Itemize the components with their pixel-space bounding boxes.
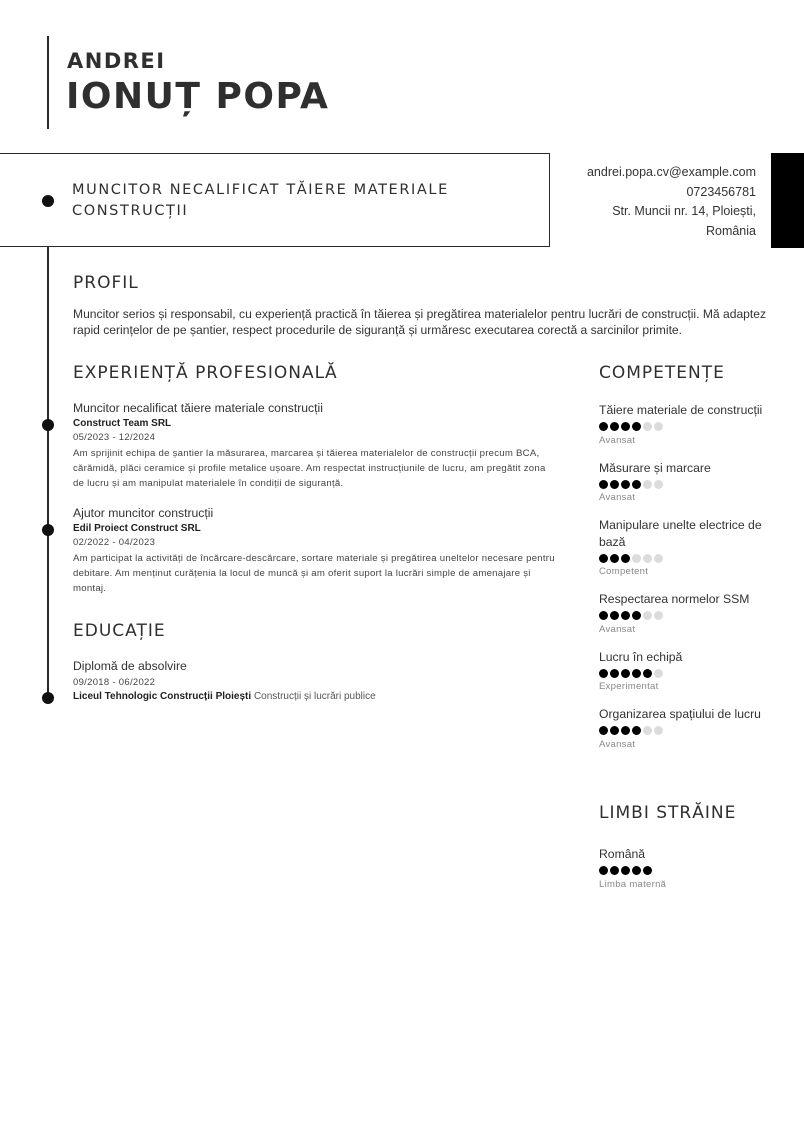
rating-dot-empty: [654, 554, 663, 563]
job-dates: 05/2023 - 12/2024: [73, 432, 156, 443]
timeline-dot-title: [42, 195, 54, 207]
rating-dot-empty: [632, 554, 641, 563]
rating-dot-filled: [621, 480, 630, 489]
skill-name: Respectarea normelor SSM: [599, 592, 750, 606]
rating-dot-filled: [621, 669, 630, 678]
rating-dot-empty: [643, 726, 652, 735]
skill-rating: [599, 477, 779, 491]
job-company: Construct Team SRL: [73, 418, 172, 429]
rating-dot-filled: [643, 866, 652, 875]
timeline-line: [47, 247, 49, 699]
contact-email[interactable]: andrei.popa.cv@example.com: [586, 165, 756, 179]
rating-dot-filled: [632, 866, 641, 875]
languages-list: [599, 846, 779, 904]
rating-dot-empty: [643, 611, 652, 620]
skill-item: [599, 591, 779, 637]
experience-item: [73, 505, 558, 596]
education-dates: 09/2018 - 06/2022: [73, 677, 156, 688]
skill-level: Competent: [599, 566, 649, 577]
language-rating: [599, 864, 779, 878]
job-title: MUNCITOR NECALIFICAT TĂIERE MATERIALE CONSTRUCȚII: [72, 182, 449, 219]
skill-level: Avansat: [599, 434, 636, 446]
education-heading: EDUCAȚIE: [73, 621, 166, 641]
rating-dot-filled: [621, 866, 630, 875]
rating-dot-filled: [632, 480, 641, 489]
last-name: IONUȚ POPA: [66, 76, 330, 117]
rating-dot-filled: [621, 422, 630, 431]
rating-dot-filled: [632, 669, 641, 678]
education-degree: Diplomă de absolvire: [73, 659, 187, 673]
language-level: Limba maternă: [599, 878, 667, 890]
language-name: Română: [599, 847, 646, 861]
skill-level: Avansat: [599, 492, 636, 503]
profile-text: Muncitor serios și responsabil, cu experiență practică în tăierea și pregătirea materialelor pentru lucrări de construcții. Mă adaptez rapid cerințelor de pe șantier, respect procedurile de siguranță și urmăresc executarea corectă a sarcinilor primite.: [73, 307, 767, 337]
skill-item: [599, 402, 779, 448]
skill-level: Experimentat: [599, 681, 659, 692]
rating-dot-filled: [632, 726, 641, 735]
rating-dot-empty: [654, 669, 663, 678]
rating-dot-filled: [610, 480, 619, 489]
rating-dot-filled: [599, 554, 608, 563]
job-dates: 02/2022 - 04/2023: [73, 537, 156, 548]
skill-rating: [599, 551, 779, 565]
rating-dot-filled: [621, 726, 630, 735]
rating-dot-empty: [643, 422, 652, 431]
rating-dot-filled: [599, 669, 608, 678]
rating-dot-filled: [610, 726, 619, 735]
rating-dot-filled: [599, 611, 608, 620]
job-company: Edil Proiect Construct SRL: [73, 523, 201, 534]
rating-dot-filled: [643, 669, 652, 678]
job-role: Ajutor muncitor construcții: [73, 506, 214, 520]
rating-dot-filled: [610, 422, 619, 431]
skill-level: Avansat: [599, 623, 636, 635]
rating-dot-filled: [599, 422, 608, 431]
contact-phone[interactable]: 0723456781: [686, 184, 756, 199]
rating-dot-filled: [610, 611, 619, 620]
rating-dot-filled: [632, 422, 641, 431]
skill-rating: [599, 420, 779, 434]
experience-heading: EXPERIENȚĂ PROFESIONALĂ: [73, 363, 338, 383]
skill-rating: [599, 724, 779, 738]
job-description: Am sprijinit echipa de șantier la măsurarea, marcarea și tăierea materialelor de construcții precum BCA, cărămidă, plăci ceramice și profile metalice ușoare. Am respectat instrucțiunile de lucru, am pregătit zona de lucru și am manipulat materialele în condiții de siguranță.: [73, 448, 546, 489]
rating-dot-empty: [654, 422, 663, 431]
rating-dot-empty: [654, 611, 663, 620]
skill-name: Măsurare și marcare: [599, 460, 711, 475]
contact-address-line1: Str. Muncii nr. 14, Ploiești,: [612, 204, 756, 218]
contact-address-line2: România: [705, 223, 756, 238]
language-item: [599, 846, 779, 892]
timeline-dot-job-2: [42, 524, 54, 536]
rating-dot-filled: [610, 866, 619, 875]
skills-list: [599, 402, 779, 764]
timeline-dot-job-1: [42, 419, 54, 431]
skills-heading: COMPETENȚE: [599, 363, 725, 383]
name-accent-bar: [47, 36, 49, 129]
rating-dot-empty: [643, 480, 652, 489]
skill-item: [599, 517, 779, 579]
contact-info: [587, 163, 756, 241]
experience-item: [73, 400, 558, 491]
rating-dot-filled: [599, 866, 608, 875]
skill-item: [599, 706, 779, 752]
job-role: Muncitor necalificat tăiere materiale construcții: [73, 401, 323, 415]
rating-dot-filled: [632, 611, 641, 620]
rating-dot-empty: [654, 480, 663, 489]
skill-name: Organizarea spațiului de lucru: [599, 707, 761, 721]
skill-item: [599, 460, 779, 506]
education-field: Construcții și lucrări publice: [253, 691, 376, 702]
skill-rating: [599, 666, 779, 680]
rating-dot-empty: [654, 726, 663, 735]
first-name: ANDREI: [67, 49, 166, 73]
rating-dot-filled: [621, 611, 630, 620]
skill-name: Manipulare unelte electrice de bază: [599, 518, 762, 549]
skill-level: Avansat: [599, 738, 636, 750]
skill-name: Tăiere materiale de construcții: [599, 403, 763, 417]
rating-dot-filled: [621, 554, 630, 563]
education-school: Liceul Tehnologic Construcții Ploiești: [73, 691, 252, 702]
profile-heading: PROFIL: [73, 273, 139, 293]
rating-dot-empty: [643, 554, 652, 563]
languages-heading: LIMBI STRĂINE: [599, 803, 737, 823]
skill-item: [599, 649, 779, 695]
rating-dot-filled: [599, 480, 608, 489]
job-description: Am participat la activități de încărcare-descărcare, sortare materiale și pregătirea uneltelor necesare pentru debitare. Am menținut curățenia la locul de muncă și am oferit suport la lucrări simple de amenajare și montaj.: [73, 553, 555, 594]
decorative-black-tab: [771, 153, 804, 248]
education-item: [73, 658, 558, 704]
skill-name: Lucru în echipă: [599, 649, 683, 664]
rating-dot-filled: [599, 726, 608, 735]
rating-dot-filled: [610, 554, 619, 563]
rating-dot-filled: [610, 669, 619, 678]
timeline-dot-education: [42, 692, 54, 704]
skill-rating: [599, 609, 779, 623]
